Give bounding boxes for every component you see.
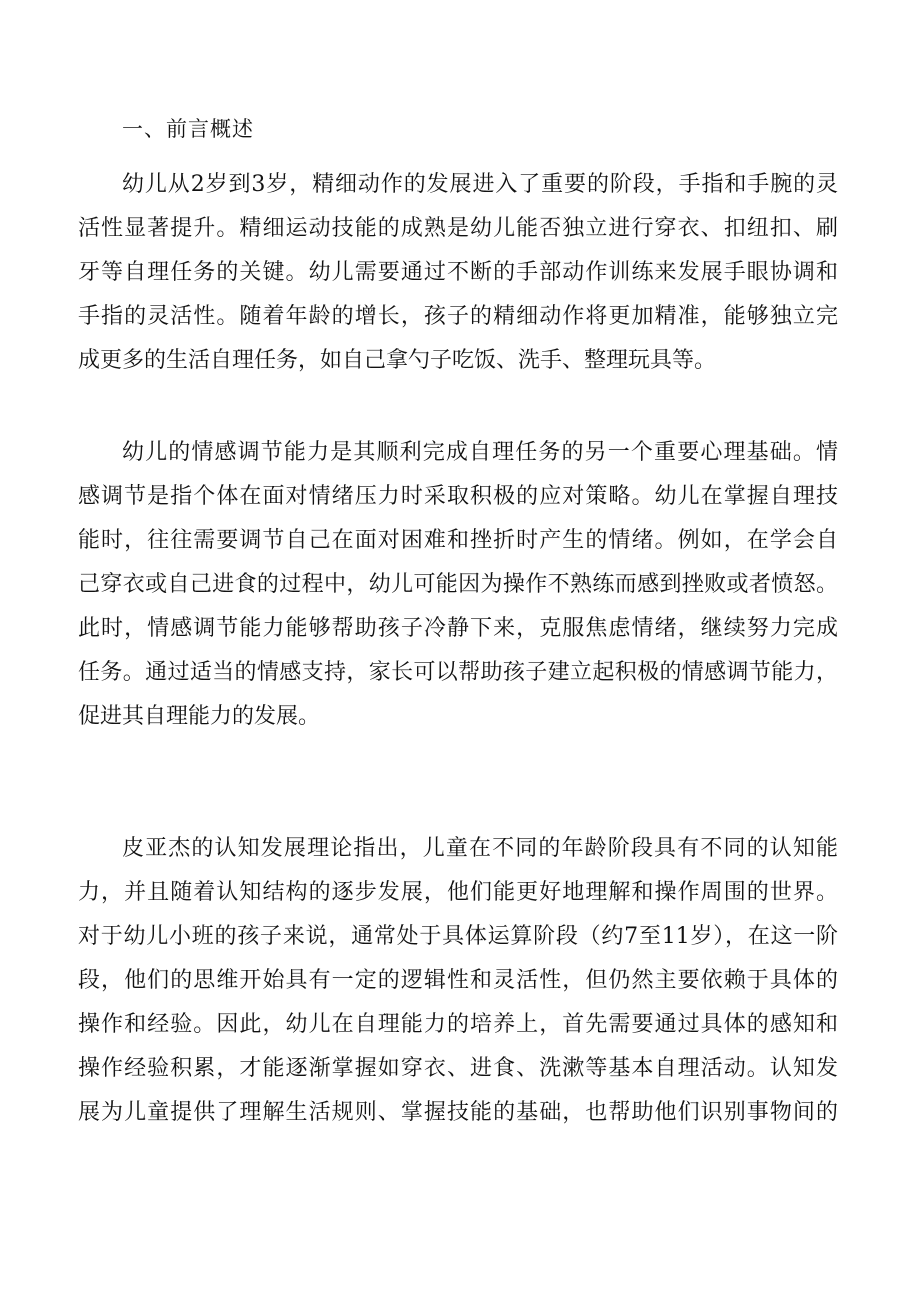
paragraph-line: 手指的灵活性。随着年龄的增长，孩子的精细动作将更加精准，能够独立完 [78,304,838,329]
paragraph-line: 活性显著提升。精细运动技能的成熟是幼儿能否独立进行穿衣、扣纽扣、刷 [78,216,838,241]
paragraph-line: 己穿衣或自己进食的过程中，幼儿可能因为操作不熟练而感到挫败或者愤怒。 [78,572,838,597]
paragraph-line: 牙等自理任务的关键。幼儿需要通过不断的手部动作训练来发展手眼协调和 [78,260,838,285]
paragraph-line: 皮亚杰的认知发展理论指出，儿童在不同的年龄阶段具有不同的认知能 [122,836,838,861]
paragraph-line: 任务。通过适当的情感支持，家长可以帮助孩子建立起积极的情感调节能力， [78,660,838,685]
paragraph-line: 能时，往往需要调节自己在面对困难和挫折时产生的情绪。例如，在学会自 [78,528,838,553]
paragraph-line: 展为儿童提供了理解生活规则、掌握技能的基础，也帮助他们识别事物间的 [78,1100,838,1125]
paragraph-line: 成更多的生活自理任务，如自己拿勺子吃饭、洗手、整理玩具等。 [78,348,717,373]
paragraph-line: 操作和经验。因此，幼儿在自理能力的培养上，首先需要通过具体的感知和 [78,1012,838,1037]
paragraph-cognitive-development [78,827,838,1135]
paragraph-line: 感调节是指个体在面对情绪压力时采取积极的应对策略。幼儿在掌握自理技 [78,484,838,509]
paragraph-line: 幼儿的情感调节能力是其顺利完成自理任务的另一个重要心理基础。情 [122,440,838,465]
paragraph-line: 对于幼儿小班的孩子来说，通常处于具体运算阶段（约7至11岁），在这一阶 [78,924,838,949]
section-heading: 一、前言概述 [122,117,254,141]
paragraph-line: 此时，情感调节能力能够帮助孩子冷静下来，克服焦虑情绪，继续努力完成 [78,616,838,641]
paragraph-line: 段，他们的思维开始具有一定的逻辑性和灵活性，但仍然主要依赖于具体的 [78,968,838,993]
paragraph-line: 操作经验积累，才能逐渐掌握如穿衣、进食、洗漱等基本自理活动。认知发 [78,1056,838,1081]
paragraph-emotion-regulation [78,431,838,739]
paragraph-line: 幼儿从2岁到3岁，精细动作的发展进入了重要的阶段，手指和手腕的灵 [122,172,838,197]
paragraph-line: 力，并且随着认知结构的逐步发展，他们能更好地理解和操作周围的世界。 [78,880,838,905]
paragraph-fine-motor [78,163,838,383]
paragraph-line: 促进其自理能力的发展。 [78,704,321,729]
